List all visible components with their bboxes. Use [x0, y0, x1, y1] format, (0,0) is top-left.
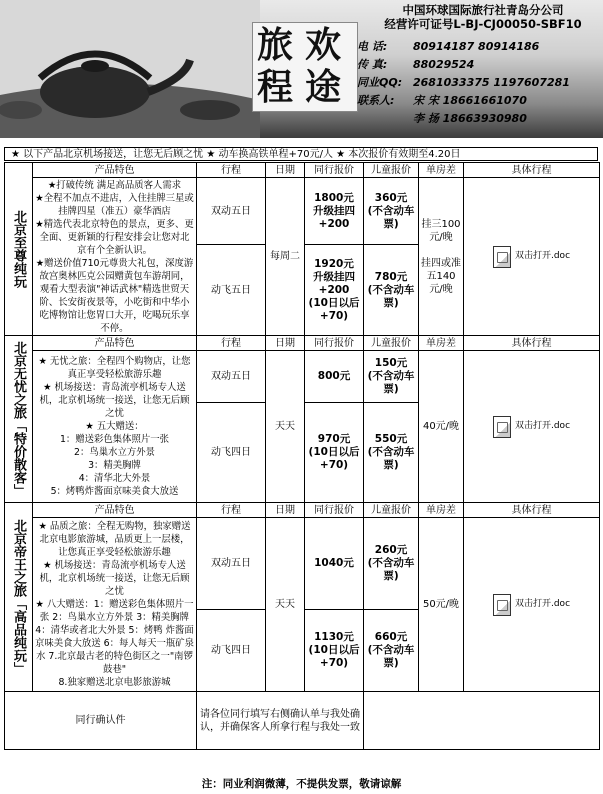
- product-name: 北京帝王之旅「高品纯玩」: [5, 503, 33, 692]
- col-header: 同行报价: [305, 503, 364, 518]
- table-header-row: [5, 163, 600, 178]
- license-number: 经营许可证号L-BJ-CJ00050-SBF10: [384, 17, 582, 31]
- contact-phone: [357, 40, 539, 53]
- document-icon: [493, 594, 511, 616]
- col-header: 产品特色: [33, 336, 197, 351]
- contact-label: 同业QQ:: [357, 76, 403, 89]
- route-cell: 双动五日: [197, 518, 266, 610]
- logo: [252, 22, 358, 112]
- company-name-block: [365, 3, 601, 31]
- doc-label: 双击打开.doc: [514, 421, 571, 431]
- contact-person: [357, 94, 527, 107]
- single-supplement: 40元/晚: [419, 351, 464, 503]
- child-price: 550元 (不含动车票): [364, 403, 419, 503]
- doc-attachment[interactable]: [466, 416, 597, 438]
- logo-char: 欢: [305, 24, 342, 66]
- contact-label: 电 话:: [357, 40, 388, 53]
- confirm-label: 同行确认件: [5, 692, 197, 750]
- doc-attachment[interactable]: [466, 246, 597, 268]
- table-row: [5, 178, 600, 245]
- col-header: 单房差: [419, 503, 464, 518]
- col-header: 儿童报价: [364, 336, 419, 351]
- product-features: ★ 无忧之旅：全程四个购物店，让您真正享受轻松旅游乐趣 ★ 机场接送：青岛流亭机场专人送机，北京机场统一接送，让您无后顾之忧 ★ 五大赠送： 1：赠送彩色集体照片一张 2：鸟巢水立方外景 3：精美胸牌 4：清华北大外景 5：烤鸭炸酱面京味美食大放送: [33, 351, 197, 503]
- table-header-row: [5, 503, 600, 518]
- confirm-row: [5, 692, 600, 750]
- table-row: [5, 351, 600, 403]
- date-cell: 每周二: [266, 178, 305, 336]
- route-cell: 动飞四日: [197, 610, 266, 692]
- contact-value: 88029524: [413, 58, 475, 71]
- route-cell: 动飞五日: [197, 245, 266, 336]
- peer-price: 1920元 升级挂四+200 (10日以后+70): [305, 245, 364, 336]
- confirm-text: 请各位同行填写右侧确认单与我处确认，并确保客人所拿行程与我处一致: [197, 692, 364, 750]
- single-supplement: 挂三100元/晚 挂四或准五140元/晚: [419, 178, 464, 336]
- contact-value: 李 扬 18663930980: [413, 112, 527, 125]
- peer-price: 1040元: [305, 518, 364, 610]
- route-cell: 双动五日: [197, 351, 266, 403]
- route-cell: 动飞四日: [197, 403, 266, 503]
- product-name: 北京无忧之旅「特价散客」: [5, 336, 33, 503]
- col-header: 行程: [197, 503, 266, 518]
- logo-char: 途: [305, 66, 342, 108]
- confirm-blank[interactable]: [364, 692, 600, 750]
- doc-attachment[interactable]: [466, 594, 597, 616]
- peer-price: 1800元 升级挂四+200: [305, 178, 364, 245]
- itinerary-cell: [464, 351, 600, 503]
- col-header: 儿童报价: [364, 503, 419, 518]
- contact-label: 传 真:: [357, 58, 388, 71]
- product-name: 北京至尊纯玩: [5, 163, 33, 336]
- col-header: 具体行程: [464, 336, 600, 351]
- contact-qq: [357, 76, 570, 89]
- col-header: 产品特色: [33, 503, 197, 518]
- itinerary-cell: [464, 518, 600, 692]
- table-header-row: [5, 336, 600, 351]
- col-header: 日期: [266, 163, 305, 178]
- child-price: 780元 (不含动车票): [364, 245, 419, 336]
- notice-bar: ★ 以下产品北京机场接送，让您无后顾之忧 ★ 动车换高铁单程+70元/人 ★ 本次报价有效期至4.20日: [4, 147, 598, 161]
- peer-price: 1130元 (10日以后+70): [305, 610, 364, 692]
- contact-person-2: [357, 112, 527, 125]
- child-price: 660元 (不含动车票): [364, 610, 419, 692]
- footer-note: 注：同业利润微薄，不提供发票，敬请谅解: [201, 778, 402, 790]
- peer-price: 970元 (10日以后+70): [305, 403, 364, 503]
- doc-label: 双击打开.doc: [514, 599, 571, 609]
- doc-label: 双击打开.doc: [514, 251, 571, 261]
- col-header: 单房差: [419, 163, 464, 178]
- document-icon: [493, 246, 511, 268]
- contact-fax: [357, 58, 474, 71]
- child-price: 260元 (不含动车票): [364, 518, 419, 610]
- contact-value: 80914187 80914186: [413, 40, 540, 53]
- document-icon: [493, 416, 511, 438]
- child-price: 150元 (不含动车票): [364, 351, 419, 403]
- logo-char: 程: [257, 66, 294, 108]
- col-header: 日期: [266, 336, 305, 351]
- product-features: ★ 品质之旅：全程无购物，独家赠送北京电影旅游城，品质更上一层楼，让您真正享受轻松旅游乐趣 ★ 机场接送：青岛流亭机场专人送机，北京机场统一接送，让您无后顾之忧 ★ 八大赠送：1：赠送彩色集体照片一张 2：鸟巢水立方外景 3：精美胸牌 4：清华或者北大外景 5：烤鸭 炸酱面 京味美食大放送 6：每人每天一瓶矿泉水 7.北京最古老的特色街区之一"南锣鼓巷" 8.独家赠送北京电影旅游城: [33, 518, 197, 692]
- col-header: 行程: [197, 336, 266, 351]
- col-header: 同行报价: [305, 163, 364, 178]
- col-header: 具体行程: [464, 503, 600, 518]
- logo-char: 旅: [257, 24, 294, 66]
- itinerary-cell: [464, 178, 600, 336]
- price-table: [4, 162, 600, 750]
- teapot-photo: [0, 0, 260, 138]
- date-cell: 天天: [266, 518, 305, 692]
- single-supplement: 50元/晚: [419, 518, 464, 692]
- col-header: 单房差: [419, 336, 464, 351]
- route-cell: 双动五日: [197, 178, 266, 245]
- col-header: 具体行程: [464, 163, 600, 178]
- col-header: 产品特色: [33, 163, 197, 178]
- col-header: 行程: [197, 163, 266, 178]
- peer-price: 800元: [305, 351, 364, 403]
- company-name: 中国环球国际旅行社青岛分公司: [402, 3, 564, 17]
- contact-value: 宋 宋 18661661070: [413, 94, 527, 107]
- contact-value: 2681033375 1197607281: [413, 76, 570, 89]
- date-cell: 天天: [266, 351, 305, 503]
- col-header: 儿童报价: [364, 163, 419, 178]
- child-price: 360元 (不含动车票): [364, 178, 419, 245]
- contact-label: 联系人:: [357, 94, 395, 107]
- table-row: [5, 518, 600, 610]
- col-header: 日期: [266, 503, 305, 518]
- product-features: ★打破传统 满足高品质客人需求 ★全程不加点不进店，入住挂牌三星或挂牌四星（准五）豪华酒店 ★精选代表北京特色的景点，更多、更全面、更新颖的行程安排会让您对北京有个全新认识。 ★赠送价值710元尊贵大礼包，深度游故宫奥林匹克公园赠黄包车游胡同，观看大型表演"神话武林"精选世贸天阶、长安街夜景等，小吃街和中华小吃博物馆让您胃口大开，吃喝玩乐享不停。: [33, 178, 197, 336]
- col-header: 同行报价: [305, 336, 364, 351]
